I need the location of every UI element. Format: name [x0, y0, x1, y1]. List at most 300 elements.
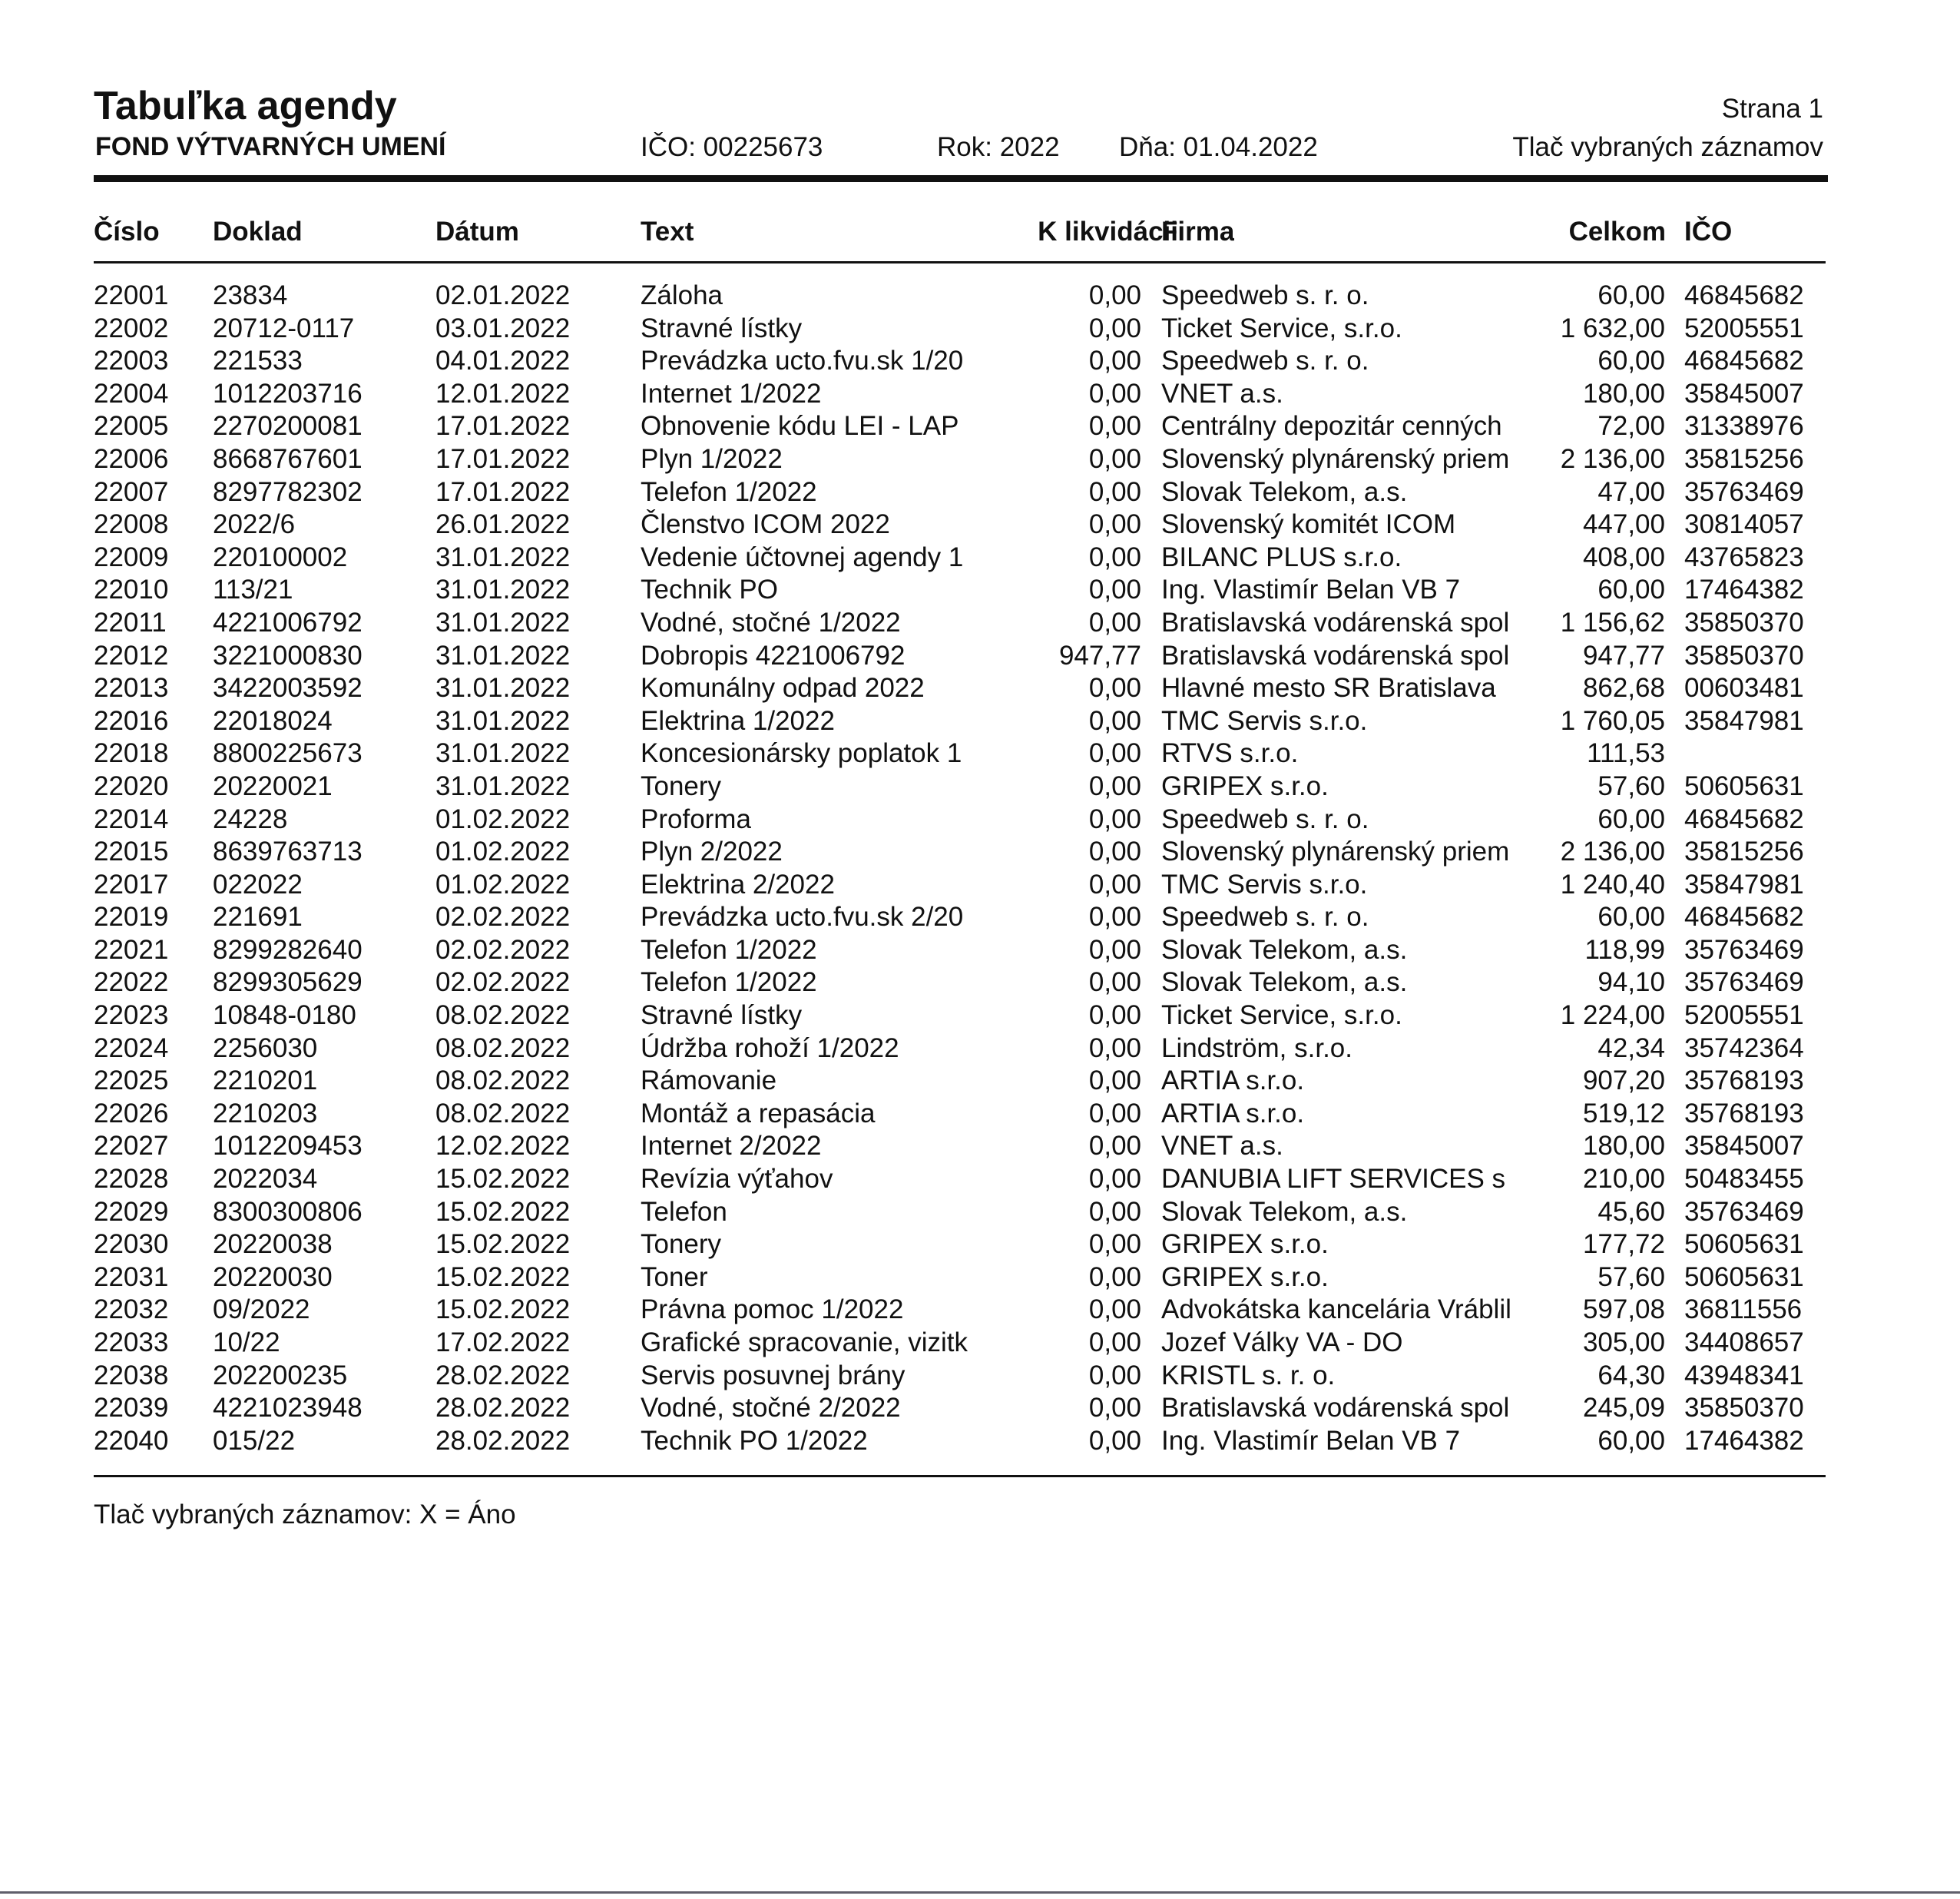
column-header-ico: IČO	[1684, 217, 1733, 247]
cell-celkom: 1 156,62	[1560, 607, 1665, 638]
cell-text: Servis posuvnej brány	[641, 1360, 906, 1390]
cell-firma: ARTIA s.r.o.	[1161, 1098, 1305, 1128]
cell-datum: 31.01.2022	[435, 640, 571, 671]
cell-datum: 31.01.2022	[435, 673, 571, 704]
cell-firma: Bratislavská vodárenská spol	[1161, 607, 1510, 638]
cell-doklad: 221691	[213, 902, 303, 933]
footer-note: Tlač vybraných záznamov: X = Áno	[94, 1500, 516, 1529]
cell-datum: 02.01.2022	[435, 280, 571, 310]
cell-doklad: 8299305629	[213, 967, 363, 998]
page-number: Strana 1	[1721, 94, 1823, 124]
cell-doklad: 2270200081	[213, 411, 363, 442]
cell-cislo: 22040	[94, 1425, 169, 1456]
cell-datum: 01.02.2022	[435, 869, 571, 900]
cell-cislo: 22018	[94, 738, 169, 769]
cell-cislo: 22009	[94, 542, 169, 572]
table-row	[0, 934, 1960, 967]
cell-firma: Jozef Války VA - DO	[1161, 1327, 1403, 1357]
cell-doklad: 3221000830	[213, 640, 363, 671]
column-header-celkom: Celkom	[1568, 217, 1666, 247]
cell-cislo: 22038	[94, 1360, 169, 1390]
cell-datum: 15.02.2022	[435, 1261, 571, 1292]
cell-text: Internet 2/2022	[641, 1131, 822, 1162]
cell-text: Tonery	[641, 771, 722, 801]
cell-datum: 12.01.2022	[435, 378, 571, 409]
report-date: Dňa: 01.04.2022	[1119, 132, 1318, 162]
cell-firma: TMC Servis s.r.o.	[1161, 705, 1368, 736]
cell-celkom: 118,99	[1584, 934, 1665, 965]
cell-firma: Centrálny depozitár cenných	[1161, 411, 1502, 442]
cell-ico: 35850370	[1684, 1393, 1804, 1423]
cell-text: Vedenie účtovnej agendy 1	[641, 542, 964, 572]
cell-text: Prevádzka ucto.fvu.sk 2/20	[641, 902, 964, 933]
cell-doklad: 4221006792	[213, 607, 363, 638]
cell-k-likvidacii: 0,00	[1088, 542, 1141, 572]
cell-firma: KRISTL s. r. o.	[1161, 1360, 1336, 1390]
cell-text: Komunálny odpad 2022	[641, 673, 925, 704]
cell-doklad: 20220030	[213, 1261, 333, 1292]
table-row	[0, 280, 1960, 313]
cell-ico: 36811556	[1684, 1294, 1803, 1325]
cell-celkom: 2 136,00	[1560, 443, 1665, 474]
table-row	[0, 574, 1960, 607]
cell-k-likvidacii: 0,00	[1088, 509, 1141, 540]
cell-celkom: 408,00	[1582, 542, 1665, 572]
column-header-cislo: Číslo	[94, 217, 160, 247]
cell-datum: 08.02.2022	[435, 1098, 571, 1128]
cell-k-likvidacii: 0,00	[1088, 738, 1141, 769]
cell-k-likvidacii: 0,00	[1088, 1294, 1141, 1325]
column-header-datum: Dátum	[435, 217, 519, 247]
cell-ico: 50483455	[1684, 1164, 1804, 1195]
table-row	[0, 1032, 1960, 1065]
cell-doklad: 24228	[213, 804, 288, 834]
cell-text: Obnovenie kódu LEI - LAP	[641, 411, 959, 442]
cell-text: Technik PO	[641, 575, 778, 605]
cell-ico: 35742364	[1684, 1032, 1804, 1063]
cell-celkom: 519,12	[1582, 1098, 1665, 1128]
cell-firma: Slovak Telekom, a.s.	[1161, 967, 1408, 998]
cell-firma: VNET a.s.	[1161, 1131, 1283, 1162]
cell-doklad: 2256030	[213, 1032, 318, 1063]
table-row	[0, 542, 1960, 575]
cell-doklad: 10/22	[213, 1327, 280, 1357]
cell-text: Koncesionársky poplatok 1	[641, 738, 962, 769]
cell-ico: 46845682	[1684, 902, 1804, 933]
cell-datum: 08.02.2022	[435, 1065, 571, 1096]
cell-k-likvidacii: 0,00	[1088, 1131, 1141, 1162]
cell-k-likvidacii: 0,00	[1088, 313, 1141, 343]
cell-cislo: 22017	[94, 869, 169, 900]
cell-celkom: 245,09	[1582, 1393, 1665, 1423]
cell-text: Právna pomoc 1/2022	[641, 1294, 904, 1325]
cell-celkom: 60,00	[1597, 575, 1665, 605]
table-row	[0, 1228, 1960, 1261]
cell-k-likvidacii: 0,00	[1088, 280, 1141, 310]
cell-text: Telefon 1/2022	[641, 967, 817, 998]
cell-k-likvidacii: 0,00	[1088, 443, 1141, 474]
cell-cislo: 22007	[94, 476, 169, 507]
table-row	[0, 640, 1960, 673]
cell-doklad: 2022/6	[213, 509, 296, 540]
cell-datum: 31.01.2022	[435, 771, 571, 801]
table-row	[0, 1163, 1960, 1196]
cell-ico: 35845007	[1684, 1131, 1804, 1162]
cell-doklad: 2210203	[213, 1098, 318, 1128]
cell-ico: 35763469	[1684, 934, 1804, 965]
cell-ico: 50605631	[1684, 771, 1804, 801]
document-title: Tabuľka agendy	[94, 84, 397, 128]
table-row	[0, 443, 1960, 476]
cell-firma: Ing. Vlastimír Belan VB 7	[1161, 1425, 1461, 1456]
cell-celkom: 1 632,00	[1560, 313, 1665, 343]
cell-cislo: 22003	[94, 346, 169, 376]
table-row	[0, 1130, 1960, 1163]
cell-datum: 15.02.2022	[435, 1229, 571, 1260]
cell-ico: 46845682	[1684, 346, 1804, 376]
cell-datum: 15.02.2022	[435, 1196, 571, 1227]
cell-datum: 01.02.2022	[435, 837, 571, 867]
cell-celkom: 177,72	[1582, 1229, 1665, 1260]
table-row	[0, 901, 1960, 934]
cell-cislo: 22005	[94, 411, 169, 442]
cell-ico: 35763469	[1684, 476, 1804, 507]
cell-celkom: 64,30	[1597, 1360, 1665, 1390]
cell-firma: DANUBIA LIFT SERVICES s	[1161, 1164, 1506, 1195]
cell-ico: 50605631	[1684, 1261, 1804, 1292]
cell-cislo: 22039	[94, 1393, 169, 1423]
cell-text: Proforma	[641, 804, 751, 834]
cell-firma: Ticket Service, s.r.o.	[1161, 1000, 1402, 1031]
table-row	[0, 804, 1960, 837]
cell-firma: Ticket Service, s.r.o.	[1161, 313, 1402, 343]
column-header-firma: Firma	[1161, 217, 1235, 247]
cell-doklad: 3422003592	[213, 673, 363, 704]
cell-celkom: 57,60	[1597, 771, 1665, 801]
cell-text: Montáž a repasácia	[641, 1098, 876, 1128]
cell-celkom: 907,20	[1582, 1065, 1665, 1096]
cell-k-likvidacii: 0,00	[1088, 1229, 1141, 1260]
header-divider	[94, 175, 1828, 182]
cell-firma: Ing. Vlastimír Belan VB 7	[1161, 575, 1461, 605]
cell-datum: 12.02.2022	[435, 1131, 571, 1162]
cell-text: Stravné lístky	[641, 313, 803, 343]
cell-cislo: 22027	[94, 1131, 169, 1162]
cell-firma: GRIPEX s.r.o.	[1161, 1229, 1329, 1260]
cell-text: Tonery	[641, 1229, 722, 1260]
cell-k-likvidacii: 0,00	[1088, 575, 1141, 605]
cell-firma: VNET a.s.	[1161, 378, 1283, 409]
cell-firma: Speedweb s. r. o.	[1161, 280, 1369, 310]
cell-cislo: 22028	[94, 1164, 169, 1195]
cell-ico: 46845682	[1684, 280, 1804, 310]
table-row	[0, 345, 1960, 378]
cell-datum: 17.02.2022	[435, 1327, 571, 1357]
cell-celkom: 111,53	[1587, 738, 1665, 769]
cell-ico: 52005551	[1684, 313, 1804, 343]
cell-celkom: 947,77	[1582, 640, 1665, 671]
cell-datum: 31.01.2022	[435, 738, 571, 769]
cell-ico: 35768193	[1684, 1098, 1804, 1128]
cell-ico: 17464382	[1684, 1425, 1804, 1456]
cell-k-likvidacii: 0,00	[1088, 1000, 1141, 1031]
cell-firma: Slovak Telekom, a.s.	[1161, 476, 1408, 507]
cell-doklad: 220100002	[213, 542, 348, 572]
cell-doklad: 022022	[213, 869, 303, 900]
cell-text: Vodné, stočné 2/2022	[641, 1393, 901, 1423]
cell-firma: Advokátska kancelária Vráblil	[1161, 1294, 1511, 1325]
cell-doklad: 23834	[213, 280, 288, 310]
cell-datum: 31.01.2022	[435, 607, 571, 638]
cell-k-likvidacii: 0,00	[1088, 1425, 1141, 1456]
cell-k-likvidacii: 0,00	[1088, 1032, 1141, 1063]
cell-datum: 15.02.2022	[435, 1164, 571, 1195]
cell-datum: 02.02.2022	[435, 902, 571, 933]
cell-ico: 35763469	[1684, 1196, 1804, 1227]
cell-firma: Slovenský plynárenský priem	[1161, 443, 1510, 474]
cell-doklad: 10848-0180	[213, 1000, 356, 1031]
cell-celkom: 47,00	[1597, 476, 1665, 507]
cell-datum: 08.02.2022	[435, 1000, 571, 1031]
cell-cislo: 22025	[94, 1065, 169, 1096]
cell-firma: GRIPEX s.r.o.	[1161, 771, 1329, 801]
cell-k-likvidacii: 0,00	[1088, 1261, 1141, 1292]
cell-cislo: 22030	[94, 1229, 169, 1260]
cell-k-likvidacii: 0,00	[1088, 607, 1141, 638]
cell-celkom: 72,00	[1597, 411, 1665, 442]
cell-firma: Speedweb s. r. o.	[1161, 346, 1369, 376]
cell-datum: 17.01.2022	[435, 476, 571, 507]
cell-k-likvidacii: 0,00	[1088, 411, 1141, 442]
table-row	[0, 410, 1960, 443]
cell-text: Vodné, stočné 1/2022	[641, 607, 901, 638]
cell-k-likvidacii: 0,00	[1088, 1196, 1141, 1227]
cell-k-likvidacii: 0,00	[1088, 869, 1141, 900]
cell-ico: 35850370	[1684, 640, 1804, 671]
table-row	[0, 313, 1960, 346]
cell-ico: 43948341	[1684, 1360, 1804, 1390]
cell-firma: Slovenský komitét ICOM	[1161, 509, 1456, 540]
cell-text: Prevádzka ucto.fvu.sk 1/20	[641, 346, 964, 376]
cell-cislo: 22024	[94, 1032, 169, 1063]
cell-text: Členstvo ICOM 2022	[641, 509, 890, 540]
cell-datum: 31.01.2022	[435, 705, 571, 736]
cell-text: Grafické spracovanie, vizitk	[641, 1327, 968, 1357]
table-row	[0, 999, 1960, 1032]
cell-celkom: 210,00	[1582, 1164, 1665, 1195]
cell-cislo: 22031	[94, 1261, 169, 1292]
table-row	[0, 476, 1960, 509]
cell-celkom: 94,10	[1597, 967, 1665, 998]
cell-k-likvidacii: 0,00	[1088, 1164, 1141, 1195]
cell-text: Revízia výťahov	[641, 1164, 833, 1195]
cell-k-likvidacii: 0,00	[1088, 673, 1141, 704]
cell-k-likvidacii: 0,00	[1088, 902, 1141, 933]
cell-datum: 28.02.2022	[435, 1360, 571, 1390]
cell-ico: 35815256	[1684, 837, 1804, 867]
cell-k-likvidacii: 0,00	[1088, 1393, 1141, 1423]
cell-cislo: 22023	[94, 1000, 169, 1031]
cell-doklad: 4221023948	[213, 1393, 363, 1423]
cell-k-likvidacii: 0,00	[1088, 804, 1141, 834]
column-header-text: Text	[641, 217, 694, 247]
cell-cislo: 22032	[94, 1294, 169, 1325]
scan-edge	[0, 1891, 1960, 1894]
cell-firma: ARTIA s.r.o.	[1161, 1065, 1305, 1096]
cell-text: Telefon 1/2022	[641, 476, 817, 507]
cell-ico: 35815256	[1684, 443, 1804, 474]
cell-doklad: 202200235	[213, 1360, 348, 1390]
cell-cislo: 22013	[94, 673, 169, 704]
cell-cislo: 22021	[94, 934, 169, 965]
cell-doklad: 8639763713	[213, 837, 363, 867]
cell-datum: 03.01.2022	[435, 313, 571, 343]
cell-text: Elektrina 1/2022	[641, 705, 835, 736]
cell-firma: RTVS s.r.o.	[1161, 738, 1299, 769]
cell-text: Stravné lístky	[641, 1000, 803, 1031]
cell-datum: 31.01.2022	[435, 542, 571, 572]
cell-text: Záloha	[641, 280, 723, 310]
cell-firma: Slovenský plynárenský priem	[1161, 837, 1510, 867]
cell-text: Elektrina 2/2022	[641, 869, 835, 900]
cell-text: Dobropis 4221006792	[641, 640, 906, 671]
table-row	[0, 1196, 1960, 1229]
cell-firma: Hlavné mesto SR Bratislava	[1161, 673, 1496, 704]
table-row	[0, 1294, 1960, 1327]
cell-k-likvidacii: 0,00	[1088, 378, 1141, 409]
cell-celkom: 180,00	[1582, 1131, 1665, 1162]
table-row	[0, 705, 1960, 738]
cell-datum: 17.01.2022	[435, 443, 571, 474]
cell-ico: 35763469	[1684, 967, 1804, 998]
cell-firma: Bratislavská vodárenská spol	[1161, 640, 1510, 671]
organization-name: FOND VÝTVARNÝCH UMENÍ	[95, 132, 446, 161]
table-header-divider	[94, 261, 1826, 263]
cell-firma: GRIPEX s.r.o.	[1161, 1261, 1329, 1292]
cell-datum: 17.01.2022	[435, 411, 571, 442]
cell-doklad: 1012203716	[213, 378, 363, 409]
cell-text: Toner	[641, 1261, 708, 1292]
cell-cislo: 22001	[94, 280, 169, 310]
report-year: Rok: 2022	[937, 132, 1060, 162]
table-body	[0, 280, 1960, 1457]
cell-doklad: 8297782302	[213, 476, 363, 507]
cell-k-likvidacii: 0,00	[1088, 967, 1141, 998]
cell-firma: BILANC PLUS s.r.o.	[1161, 542, 1402, 572]
cell-k-likvidacii: 0,00	[1088, 476, 1141, 507]
table-row	[0, 1425, 1960, 1458]
cell-doklad: 20220038	[213, 1229, 333, 1260]
cell-celkom: 60,00	[1597, 280, 1665, 310]
cell-cislo: 22006	[94, 443, 169, 474]
cell-doklad: 8668767601	[213, 443, 363, 474]
cell-cislo: 22029	[94, 1196, 169, 1227]
cell-datum: 31.01.2022	[435, 575, 571, 605]
cell-firma: TMC Servis s.r.o.	[1161, 869, 1368, 900]
cell-text: Rámovanie	[641, 1065, 777, 1096]
cell-ico: 17464382	[1684, 575, 1804, 605]
cell-datum: 02.02.2022	[435, 934, 571, 965]
cell-celkom: 305,00	[1582, 1327, 1665, 1357]
cell-celkom: 60,00	[1597, 1425, 1665, 1456]
cell-celkom: 60,00	[1597, 902, 1665, 933]
cell-k-likvidacii: 0,00	[1088, 934, 1141, 965]
cell-celkom: 1 240,40	[1560, 869, 1665, 900]
cell-text: Údržba rohoží 1/2022	[641, 1032, 899, 1063]
cell-datum: 08.02.2022	[435, 1032, 571, 1063]
cell-doklad: 22018024	[213, 705, 333, 736]
cell-celkom: 45,60	[1597, 1196, 1665, 1227]
cell-doklad: 2210201	[213, 1065, 318, 1096]
column-header-doklad: Doklad	[213, 217, 303, 247]
cell-cislo: 22026	[94, 1098, 169, 1128]
cell-datum: 26.01.2022	[435, 509, 571, 540]
cell-celkom: 597,08	[1582, 1294, 1665, 1325]
cell-k-likvidacii: 0,00	[1088, 705, 1141, 736]
cell-firma: Lindström, s.r.o.	[1161, 1032, 1352, 1063]
table-row	[0, 1065, 1960, 1098]
cell-cislo: 22008	[94, 509, 169, 540]
cell-ico: 31338976	[1684, 411, 1804, 442]
table-row	[0, 966, 1960, 999]
cell-cislo: 22010	[94, 575, 169, 605]
cell-doklad: 015/22	[213, 1425, 296, 1456]
cell-datum: 28.02.2022	[435, 1393, 571, 1423]
cell-celkom: 1 760,05	[1560, 705, 1665, 736]
cell-cislo: 22004	[94, 378, 169, 409]
cell-k-likvidacii: 0,00	[1088, 837, 1141, 867]
cell-firma: Slovak Telekom, a.s.	[1161, 1196, 1408, 1227]
cell-ico: 35847981	[1684, 705, 1804, 736]
cell-doklad: 113/21	[213, 575, 293, 605]
cell-doklad: 20220021	[213, 771, 333, 801]
table-row	[0, 509, 1960, 542]
cell-cislo: 22016	[94, 705, 169, 736]
cell-ico: 30814057	[1684, 509, 1804, 540]
cell-ico: 50605631	[1684, 1229, 1804, 1260]
cell-celkom: 180,00	[1582, 378, 1665, 409]
cell-celkom: 862,68	[1582, 673, 1665, 704]
cell-ico: 35850370	[1684, 607, 1804, 638]
cell-ico: 00603481	[1684, 673, 1804, 704]
cell-cislo: 22022	[94, 967, 169, 998]
table-row	[0, 836, 1960, 869]
cell-cislo: 22015	[94, 837, 169, 867]
cell-doklad: 8300300806	[213, 1196, 363, 1227]
cell-k-likvidacii: 0,00	[1088, 1327, 1141, 1357]
cell-text: Telefon	[641, 1196, 727, 1227]
table-row	[0, 1098, 1960, 1131]
cell-ico: 35847981	[1684, 869, 1804, 900]
table-row	[0, 737, 1960, 771]
cell-datum: 04.01.2022	[435, 346, 571, 376]
table-row	[0, 607, 1960, 640]
cell-ico: 35768193	[1684, 1065, 1804, 1096]
cell-celkom: 42,34	[1597, 1032, 1665, 1063]
cell-doklad: 09/2022	[213, 1294, 310, 1325]
table-row	[0, 1392, 1960, 1425]
cell-doklad: 8800225673	[213, 738, 363, 769]
cell-celkom: 447,00	[1582, 509, 1665, 540]
cell-firma: Speedweb s. r. o.	[1161, 902, 1369, 933]
cell-k-likvidacii: 0,00	[1088, 1360, 1141, 1390]
cell-datum: 15.02.2022	[435, 1294, 571, 1325]
cell-doklad: 221533	[213, 346, 303, 376]
print-mode: Tlač vybraných záznamov	[1512, 132, 1823, 162]
table-row	[0, 1261, 1960, 1294]
cell-firma: Slovak Telekom, a.s.	[1161, 934, 1408, 965]
cell-firma: Speedweb s. r. o.	[1161, 804, 1369, 834]
